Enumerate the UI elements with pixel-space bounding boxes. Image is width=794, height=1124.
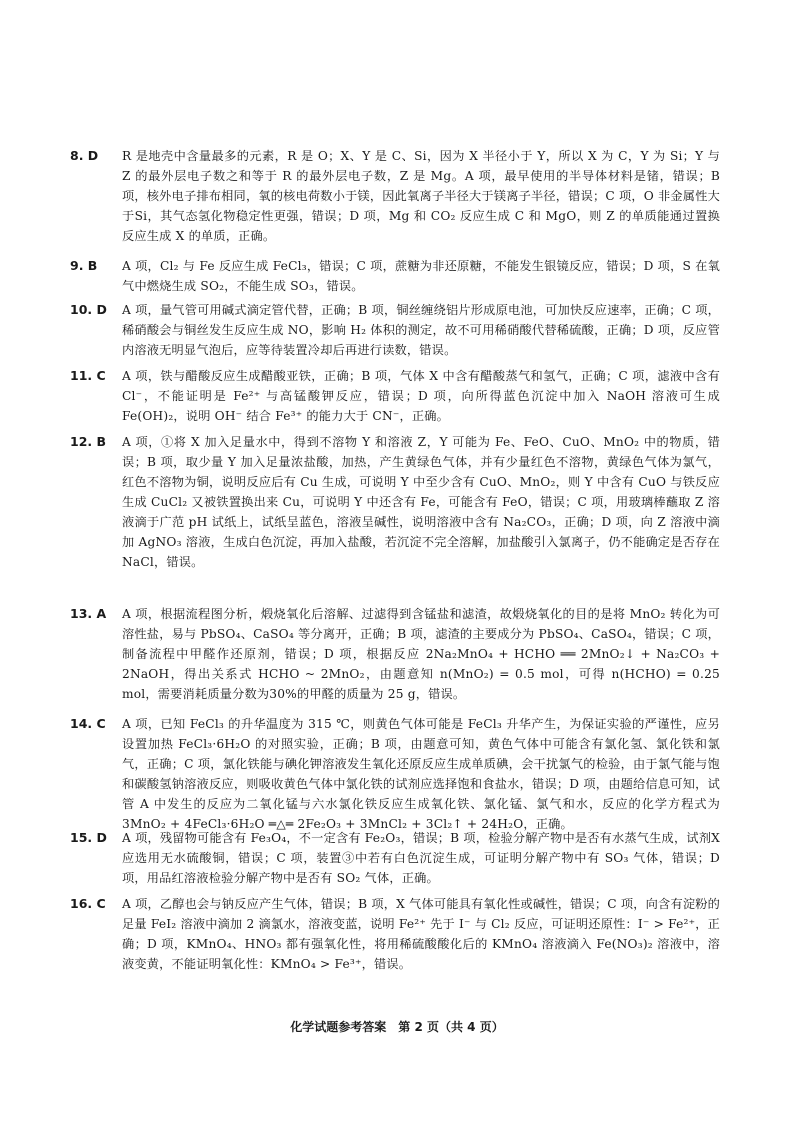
page-footer: 化学试题参考答案 第 2 页（共 4 页） [290, 1020, 504, 1034]
answer-explanation: A 项，①将 X 加入足量水中，得到不溶物 Y 和溶液 Z，Y 可能为 Fe、FeO、CuO、MnO₂ 中的物质，错误；B 项，取少量 Y 加入足量浓盐酸，加热，产生黄绿色气体，并有少量红色不溶物，黄绿色气体为氯气，红色不溶物为铜，说明反应后有 Cu 生成，可说明 Y 中至少含有 CuO、MnO₂，则 Y 中含有 CuO 与铁反应生成 CuCl₂ 又被铁置换出来 Cu，可说明 Y 中还含有 Fe，可能含有 FeO，错误；C 项，用玻璃棒蘸取 Z 溶液滴于广范 pH 试纸上，试纸呈蓝色，溶液呈碱性，说明溶液中含有 Na₂CO₃，正确；D 项，向 Z 溶液中滴加 AgNO₃ 溶液，生成白色沉淀，再加入盐酸，若沉淀不完全溶解，加盐酸引入氯离子，仍不能确定是否存在 NaCl，错误。 [122, 435, 720, 569]
answer-number: 12. B [70, 434, 107, 449]
answer-16 [70, 894, 720, 974]
answer-explanation: R 是地壳中含量最多的元素，R 是 O；X、Y 是 C、Si，因为 X 半径小于 Y，所以 X 为 C，Y 为 Si；Y 与 Z 的最外层电子数之和等于 R 的最外层电子数，Z 是 Mg。A 项，最早使用的半导体材料是锗，错误；B 项，核外电子排布相同，氧的核电荷数小于镁，因此氧离子半径大于镁离子半径，错误；C 项，O 非金属性大于Si，其气态氢化物稳定性更强，错误；D 项，Mg 和 CO₂ 反应生成 C 和 MgO，则 Z 的单质能通过置换反应生成 X 的单质，正确。 [122, 149, 720, 243]
answer-15 [70, 828, 720, 888]
answer-9 [70, 256, 720, 296]
answer-number: 13. A [70, 606, 107, 621]
answer-10 [70, 300, 720, 360]
answer-11 [70, 366, 720, 426]
answer-explanation: A 项，Cl₂ 与 Fe 反应生成 FeCl₃，错误；C 项，蔗糖为非还原糖，不能发生银镜反应，错误；D 项，S 在氧气中燃烧生成 SO₂，不能生成 SO₃，错误。 [122, 259, 720, 293]
answer-number: 9. B [70, 258, 98, 273]
answer-number: 10. D [70, 302, 107, 317]
answer-explanation: A 项，残留物可能含有 Fe₃O₄，不一定含有 Fe₂O₃，错误；B 项，检验分解产物中是否有水蒸气生成，试剂X应选用无水硫酸铜，错误；C 项，装置③中若有白色沉淀生成，可证明分解产物中有 SO₃ 气体，错误；D 项，用品红溶液检验分解产物中是否有 SO₂ 气体，正确。 [122, 831, 720, 885]
answer-13 [70, 604, 720, 704]
answer-explanation: A 项，乙醇也会与钠反应产生气体，错误；B 项，X 气体可能具有氧化性或碱性，错误；C 项，向含有淀粉的足量 FeI₂ 溶液中滴加 2 滴氯水，溶液变蓝，说明 Fe²⁺ 先于 I⁻ 与 Cl₂ 反应，可证明还原性：I⁻ > Fe²⁺，正确；D 项，KMnO₄、HNO₃ 都有强氧化性，将用稀硫酸酸化后的 KMnO₄ 溶液滴入 Fe(NO₃)₂ 溶液中，溶液变黄，不能证明氧化性：KMnO₄ > Fe³⁺，错误。 [122, 897, 720, 971]
answer-explanation: A 项，已知 FeCl₃ 的升华温度为 315 ℃，则黄色气体可能是 FeCl₃ 升华产生，为保证实验的严谨性，应另设置加热 FeCl₃·6H₂O 的对照实验，正确；B 项，由题意可知，黄色气体中可能含有氯化氢、氯化铁和氯气，正确；C 项，氯化铁能与碘化钾溶液发生氧化还原反应生成单质碘，会干扰氯气的检验，由于氯气能与饱和碳酸氢钠溶液反应，则吸收黄色气体中氯化铁的试剂应选择饱和食盐水，错误；D 项，由题给信息可知，试管 A 中发生的反应为二氧化锰与六水氯化铁反应生成氧化铁、氯化锰、氯气和水，反应的化学方程式为 3MnO₂ + 4FeCl₃·6H₂O ═△═ 2Fe₂O₃ + 3MnCl₂ + 3Cl₂↑ + 24H₂O，正确。 [122, 717, 720, 831]
answer-14 [70, 714, 720, 834]
answer-number: 14. C [70, 716, 106, 731]
answer-explanation: A 项，铁与醋酸反应生成醋酸亚铁，正确；B 项，气体 X 中含有醋酸蒸气和氢气，正确；C 项，滤液中含有Cl⁻，不能证明是 Fe²⁺ 与高锰酸钾反应，错误；D 项，向所得蓝色沉淀中加入 NaOH 溶液可生成 Fe(OH)₂，说明 OH⁻ 结合 Fe³⁺ 的能力大于 CN⁻，正确。 [122, 369, 720, 423]
answer-12 [70, 432, 720, 572]
answer-number: 15. D [70, 830, 107, 845]
answer-number: 8. D [70, 148, 99, 163]
answer-8 [70, 146, 720, 246]
answer-explanation: A 项，根据流程图分析，煅烧氧化后溶解、过滤得到含锰盐和滤渣，故煅烧氧化的目的是将 MnO₂ 转化为可溶性盐，易与 PbSO₄、CaSO₄ 等分离开，正确；B 项，滤渣的主要成分为 PbSO₄、CaSO₄，错误；C 项，制备流程中甲醛作还原剂，错误；D 项，根据反应 2Na₂MnO₄ + HCHO ══ 2MnO₂↓ + Na₂CO₃ + 2NaOH，得出关系式 HCHO ~ 2MnO₂，由题意知 n(MnO₂) = 0.5 mol，可得 n(HCHO) = 0.25 mol，需要消耗质量分数为30%的甲醛的质量为 25 g，错误。 [122, 607, 720, 701]
answer-explanation: A 项，量气管可用碱式滴定管代替，正确；B 项，铜丝缠绕铝片形成原电池，可加快反应速率，正确；C 项，稀硝酸会与铜丝发生反应生成 NO，影响 H₂ 体积的测定，故不可用稀硝酸代替稀硫酸，正确；D 项，反应管内溶液无明显气泡后，应等待装置冷却后再进行读数，错误。 [122, 303, 720, 357]
answer-number: 16. C [70, 896, 106, 911]
answer-number: 11. C [70, 368, 106, 383]
